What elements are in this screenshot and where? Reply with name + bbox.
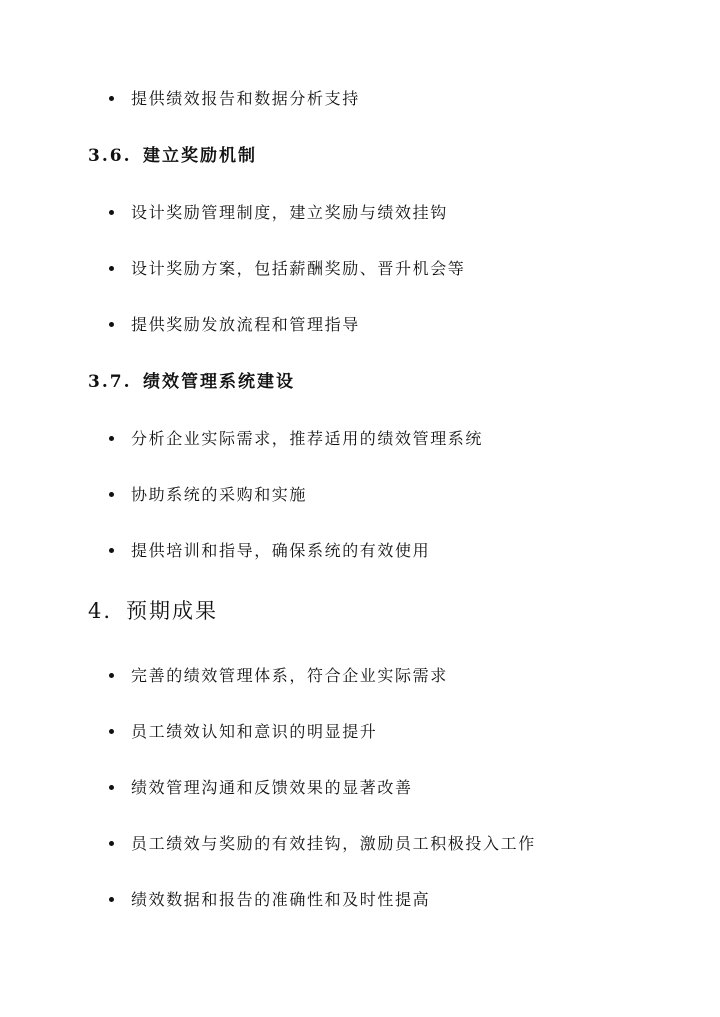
section-heading-3-6 xyxy=(88,143,257,169)
section-number: 3.6. xyxy=(88,146,132,166)
bullet-icon xyxy=(109,673,114,678)
list-item-text: 绩效数据和报告的准确性和及时性提高 xyxy=(131,890,431,909)
list-item-text: 协助系统的采购和实施 xyxy=(131,485,308,504)
section-title: 预期成果 xyxy=(126,599,218,623)
list-item-text: 分析企业实际需求，推荐适用的绩效管理系统 xyxy=(131,429,484,448)
bullet-icon xyxy=(109,841,114,846)
list-item-text: 设计奖励管理制度，建立奖励与绩效挂钩 xyxy=(131,203,448,222)
bullet-icon xyxy=(109,266,114,271)
section-number: 3.7. xyxy=(88,372,132,392)
list-item-text: 完善的绩效管理体系，符合企业实际需求 xyxy=(131,666,448,685)
list-item-text: 提供奖励发放流程和管理指导 xyxy=(131,315,360,334)
list-item-text: 员工绩效认知和意识的明显提升 xyxy=(131,722,378,741)
bullet-icon xyxy=(109,96,114,101)
list-item-text: 员工绩效与奖励的有效挂钩，激励员工积极投入工作 xyxy=(131,834,536,853)
section-title: 绩效管理系统建设 xyxy=(143,372,295,392)
list-item-text: 设计奖励方案，包括薪酬奖励、晋升机会等 xyxy=(131,259,466,278)
bullet-icon xyxy=(109,436,114,441)
list-item-text: 绩效管理沟通和反馈效果的显著改善 xyxy=(131,778,413,797)
bullet-icon xyxy=(109,210,114,215)
list-item-text: 提供绩效报告和数据分析支持 xyxy=(131,89,360,108)
section-heading-3-7 xyxy=(88,369,295,395)
bullet-icon xyxy=(109,729,114,734)
section-number: 4. xyxy=(88,599,113,623)
bullet-icon xyxy=(109,785,114,790)
section-heading-4 xyxy=(88,595,218,627)
bullet-icon xyxy=(109,897,114,902)
bullet-icon xyxy=(109,492,114,497)
bullet-icon xyxy=(109,322,114,327)
section-title: 建立奖励机制 xyxy=(143,146,257,166)
list-item-text: 提供培训和指导，确保系统的有效使用 xyxy=(131,541,431,560)
bullet-icon xyxy=(109,548,114,553)
